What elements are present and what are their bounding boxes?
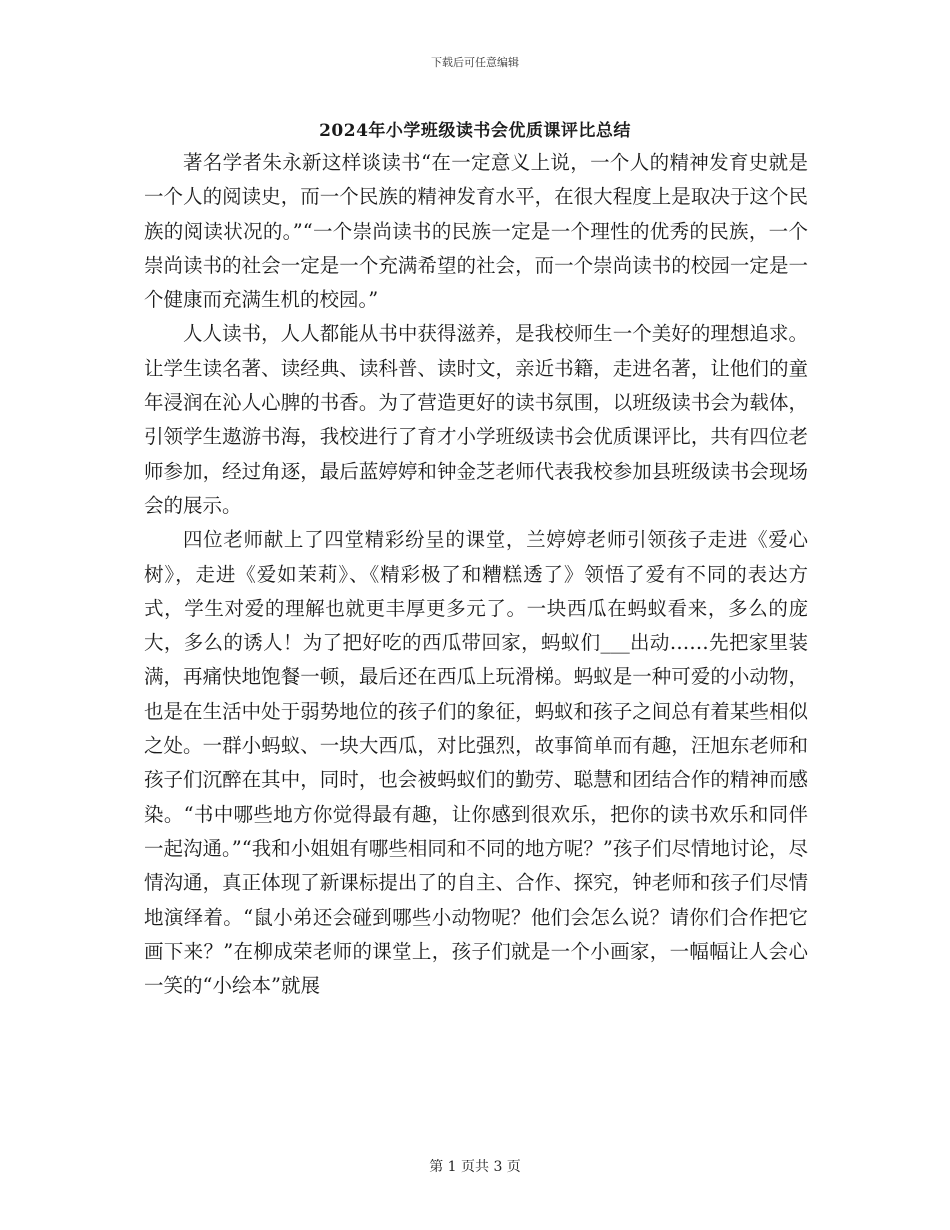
header-note: 下载后可任意编辑 <box>431 56 519 69</box>
paragraph: 人人读书，人人都能从书中获得滋养，是我校师生一个美好的理想追求。让学生读名著、读经典、读科普、读时文，亲近书籍，走进名著，让他们的童年浸润在沁人心脾的书香。为了营造更好的读书氛围，以班级读书会为载体，引领学生遨游书海，我校进行了育才小学班级读书会优质课评比，共有四位老师参加，经过角逐，最后蓝婷婷和钟金芝老师代表我校参加县班级读书会现场会的展示。 <box>144 322 808 517</box>
paragraph: 著名学者朱永新这样谈读书“在一定意义上说，一个人的精神发育史就是一个人的阅读史，而一个民族的精神发育水平，在很大程度上是取决于这个民族的阅读状况的。”“一个崇尚读书的民族一定是一个理性的优秀的民族，一个崇尚读书的社会一定是一个充满希望的社会，而一个崇尚读书的校园一定是一个健康而充满生机的校园。” <box>144 151 808 312</box>
paragraph: 四位老师献上了四堂精彩纷呈的课堂，兰婷婷老师引领孩子走进《爱心树》，走进《爱如茉莉》、《精彩极了和糟糕透了》领悟了爱有不同的表达方式，学生对爱的理解也就更丰厚更多元了。一块西瓜在蚂蚁看来，多么的庞大，多么的诱人！为了把好吃的西瓜带回家，蚂蚁们___出动……先把家里装满，再痛快地饱餐一顿，最后还在西瓜上玩滑梯。蚂蚁是一种可爱的小动物，也是在生活中处于弱势地位的孩子们的象征，蚂蚁和孩子之间总有着某些相似之处。一群小蚂蚁、一块大西瓜，对比强烈，故事简单而有趣，汪旭东老师和孩子们沉醉在其中，同时，也会被蚂蚁们的勤劳、聪慧和团结合作的精神而感染。“书中哪些地方你觉得最有趣，让你感到很欢乐，把你的读书欢乐和同伴一起沟通。”“我和小姐姐有哪些相同和不同的地方呢？”孩子们尽情地讨论，尽情沟通，真正体现了新课标提出了的自主、合作、探究，钟老师和孩子们尽情地演绎着。“鼠小弟还会碰到哪些小动物呢？他们会怎么说？请你们合作把它画下来？”在柳成荣老师的课堂上，孩子们就是一个小画家，一幅幅让人会心一笑的“小绘本”就展 <box>144 528 808 998</box>
document-body <box>144 146 808 1003</box>
page-number-footer: 第 1 页共 3 页 <box>429 1159 521 1175</box>
document-title: 2024年小学班级读书会优质课评比总结 <box>319 121 631 141</box>
